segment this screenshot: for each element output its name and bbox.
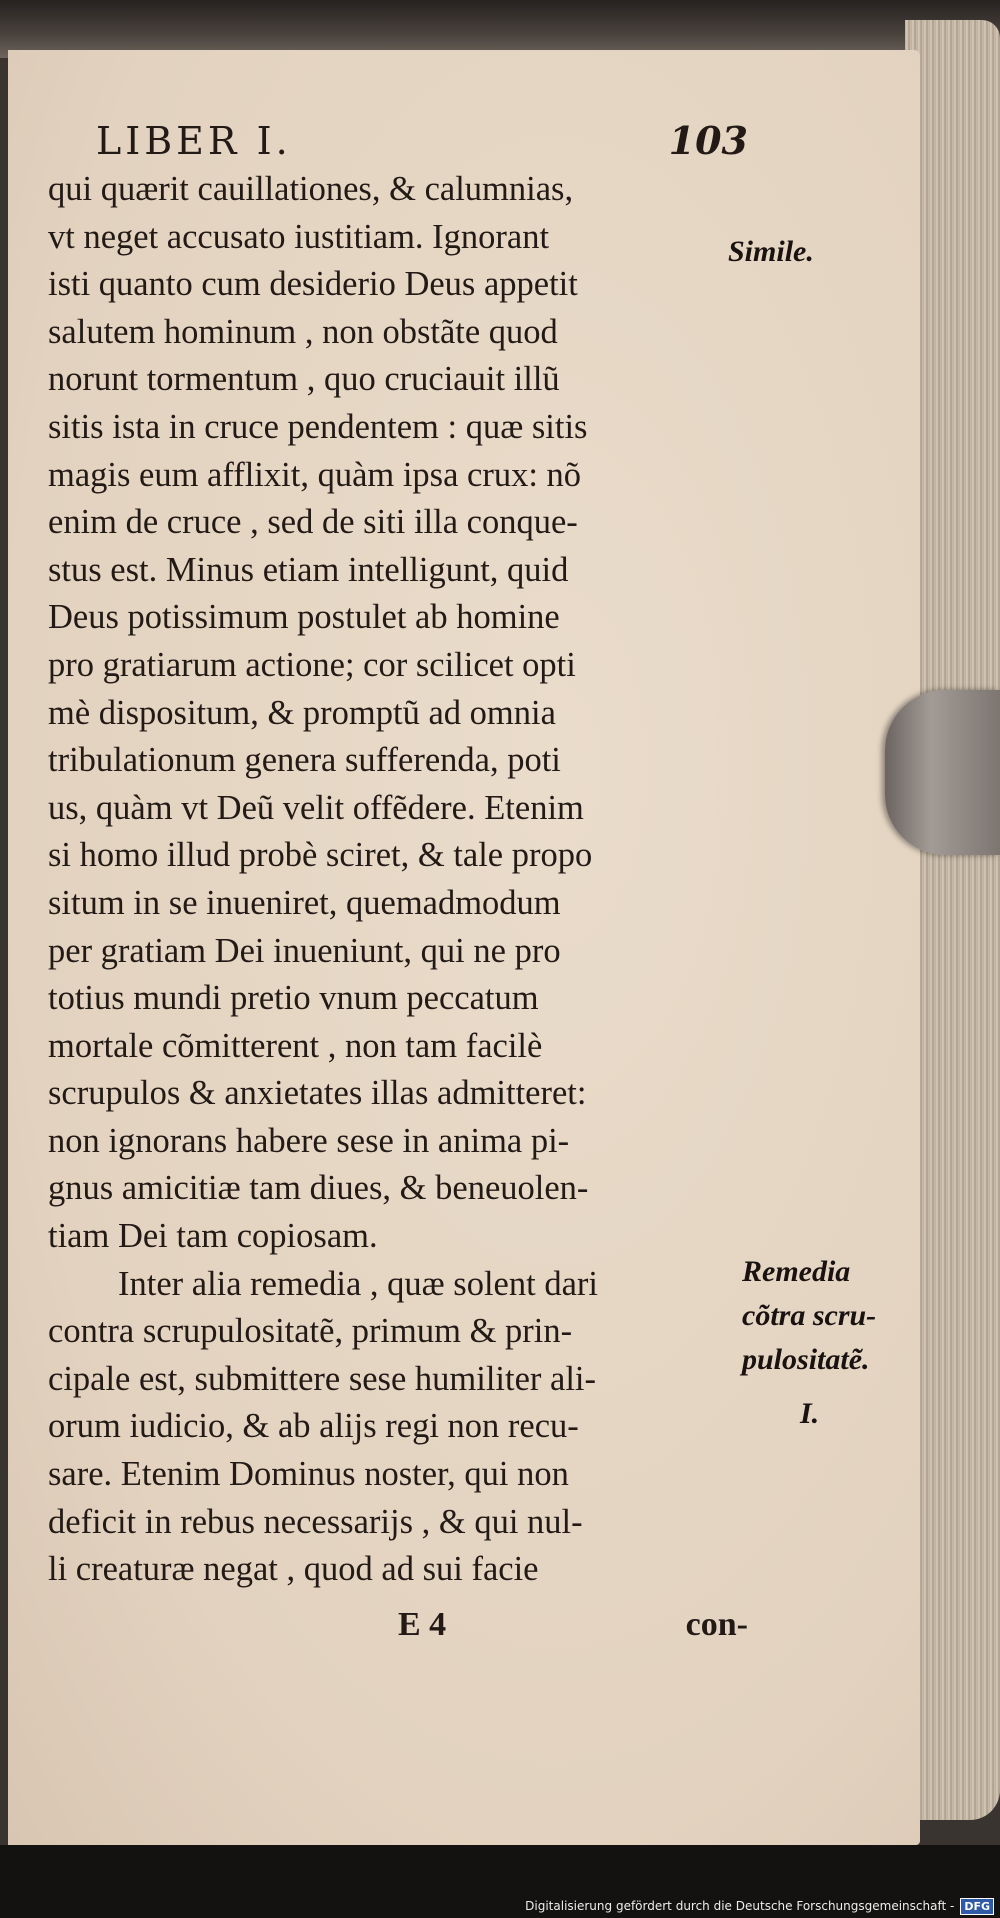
text-line: orum iudicio, & ab alijs regi non recu-	[48, 1407, 579, 1446]
margin-note-contra: cõtra scru-	[742, 1299, 877, 1332]
margin-note-numeral: I.	[800, 1397, 820, 1430]
text-line: situm in se inueniret, quemadmodum	[48, 883, 561, 922]
text-line: salutem hominum , non obstãte quod	[48, 312, 558, 351]
text-line: us, quàm vt Deũ velit offẽdere. Etenim	[48, 788, 584, 827]
text-line: norunt tormentum , quo cruciauit illũ	[48, 360, 560, 399]
text-line: enim de cruce , sed de siti illa conque-	[48, 503, 578, 542]
text-line: totius mundi pretio vnum peccatum	[48, 979, 539, 1018]
text-line: tribulationum genera sufferenda, poti	[48, 741, 561, 780]
text-line: gnus amicitiæ tam diues, & beneuolen-	[48, 1169, 589, 1208]
text-line: sitis ista in cruce pendentem : quæ sitis	[48, 407, 588, 446]
text-line: vt neget accusato iustitiam. Ignorant	[48, 217, 550, 256]
book-clasp	[885, 690, 1000, 855]
text-line: li creaturæ negat , quod ad sui facie	[48, 1550, 539, 1589]
text-line: stus est. Minus etiam intelligunt, quid	[48, 550, 569, 589]
signature-line	[48, 1606, 748, 1654]
text-line: mè dispositum, & promptũ ad omnia	[48, 693, 556, 732]
text-line: cipale est, submittere sese humiliter ali-	[48, 1359, 596, 1398]
signature-mark: E 4	[398, 1605, 447, 1643]
text-line: deficit in rebus necessarijs , & qui nul-	[48, 1502, 583, 1541]
text-line: tiam Dei tam copiosam.	[48, 1217, 378, 1256]
text-line: mortale cõmitterent , non tam facilè	[48, 1026, 543, 1065]
margin-note-remedia: Remedia	[742, 1255, 851, 1288]
text-line: scrupulos & anxietates illas admitteret:	[48, 1074, 587, 1113]
digitization-footer	[525, 1896, 994, 1916]
text-line: Inter alia remedia , quæ solent dari	[118, 1264, 598, 1303]
margin-note-simile: Simile.	[728, 235, 814, 268]
text-line: Deus potissimum postulet ab homine	[48, 598, 560, 637]
folio-number: 103	[668, 118, 748, 163]
text-line: qui quærit cauillationes, & calumnias,	[48, 170, 574, 208]
text-line: si homo illud probè sciret, & tale propo	[48, 836, 593, 875]
text-line: sare. Etenim Dominus noster, qui non	[48, 1455, 569, 1494]
text-line: magis eum afflixit, quàm ipsa crux: nõ	[48, 455, 582, 494]
text-line: non ignorans habere sese in anima pi-	[48, 1121, 570, 1160]
text-line: per gratiam Dei inueniunt, qui ne pro	[48, 931, 561, 970]
margin-note-scrupulositate: pulositatẽ.	[742, 1343, 870, 1376]
text-line: contra scrupulositatẽ, primum & prin-	[48, 1312, 573, 1351]
text-line: pro gratiarum actione; cor scilicet opti	[48, 645, 576, 684]
footer-credit: Digitalisierung gefördert durch die Deutsche Forschungsgemeinschaft -	[525, 1899, 955, 1913]
page-text-block	[48, 118, 748, 1654]
dfg-logo-icon: DFG	[960, 1898, 994, 1915]
text-line: isti quanto cum desiderio Deus appetit	[48, 265, 578, 304]
running-head-title: LIBER I.	[96, 119, 292, 163]
running-head	[96, 118, 748, 166]
catchword: con-	[685, 1605, 748, 1643]
